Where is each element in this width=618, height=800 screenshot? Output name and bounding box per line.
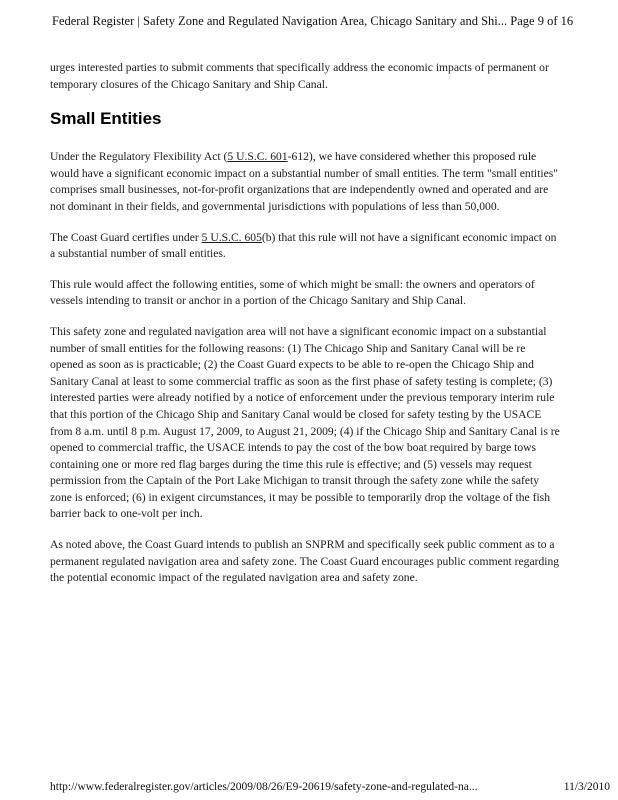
p2-text-before: The Coast Guard certifies under: [50, 230, 202, 244]
page-footer: [50, 781, 618, 793]
p1-text-before: Under the Regulatory Flexibility Act (: [50, 150, 228, 164]
section-heading: Small Entities: [50, 109, 162, 129]
paragraph-snprm: As noted above, the Coast Guard intends to publish an SNPRM and specifically seek public comment as to a permanent regulated navigation area and safety zone. The Coast Guard encourages public comment regarding the potential economic impact of the regulated navigation area and safety zone.: [50, 538, 560, 585]
paragraph-regulatory-flexibility: [50, 149, 560, 215]
intro-paragraph: urges interested parties to submit comments that specifically address the economic impacts of permanent or temporary closures of the Chicago Sanitary and Ship Canal.: [50, 61, 549, 91]
header-page-number: Page 9 of 16: [510, 14, 574, 28]
page-header: [52, 14, 612, 29]
document-body: [50, 60, 560, 601]
usc-601-link[interactable]: 5 U.S.C. 601: [227, 150, 288, 164]
paragraph-certification: [50, 230, 560, 263]
footer-url[interactable]: http://www.federalregister.gov/articles/2009/08/26/E9-20619/safety-zone-and-regulated-na...: [50, 781, 478, 793]
paragraph-affected-entities: This rule would affect the following entities, some of which might be small: the owners and operators of vessels intending to transit or anchor in a portion of the Chicago Sanitary and Ship Canal.: [50, 277, 535, 308]
footer-date: 11/3/2010: [563, 781, 610, 793]
usc-605-link[interactable]: 5 U.S.C. 605: [201, 230, 262, 244]
header-title: Federal Register | Safety Zone and Regulated Navigation Area, Chicago Sanitary and Shi...: [52, 14, 508, 28]
p1-text-after: -612), we have considered whether this proposed rule would have a significant economic impact on a substantial number of small entities. The term "small entities" comprises small businesses, not-for-profit organizations that are independently owned and operated and are not dominant in their fields, and governmental jurisdictions with populations of less than 50,000.: [50, 150, 558, 213]
paragraph-reasons: This safety zone and regulated navigation area will not have a significant economic impact on a substantial number of small entities for the following reasons: (1) The Chicago Ship and Sanitary Canal will be re opened as soon as is practicable; (2) the Coast Guard expects to be able to re-open the Chicago Ship and Sanitary Canal at least to some commercial traffic as soon as the first phase of safety testing is complete; (3) interested parties were already notified by a notice of enforcement under the previous temporary interim rule that this portion of the Chicago Ship and Sanitary Canal would be closed for safety testing by the USACE from 8 a.m. until 8 p.m. August 17, 2009, to August 21, 2009; (4) if the Chicago Ship and Sanitary Canal is re opened to commercial traffic, the USACE intends to pay the cost of the bow boat required by barge tows containing one or more red flag barges during the time this rule is effective; and (5) vessels may request permission from the Captain of the Port Lake Michigan to transit through the safety zone while the safety zone is enforced; (6) in exigent circumstances, it may be possible to temporarily drop the voltage of the fish barrier back to one-volt per inch.: [50, 324, 560, 521]
p2-text-after: (b) that this rule will not have a significant economic impact on a substantial number of small entities.: [50, 230, 557, 261]
